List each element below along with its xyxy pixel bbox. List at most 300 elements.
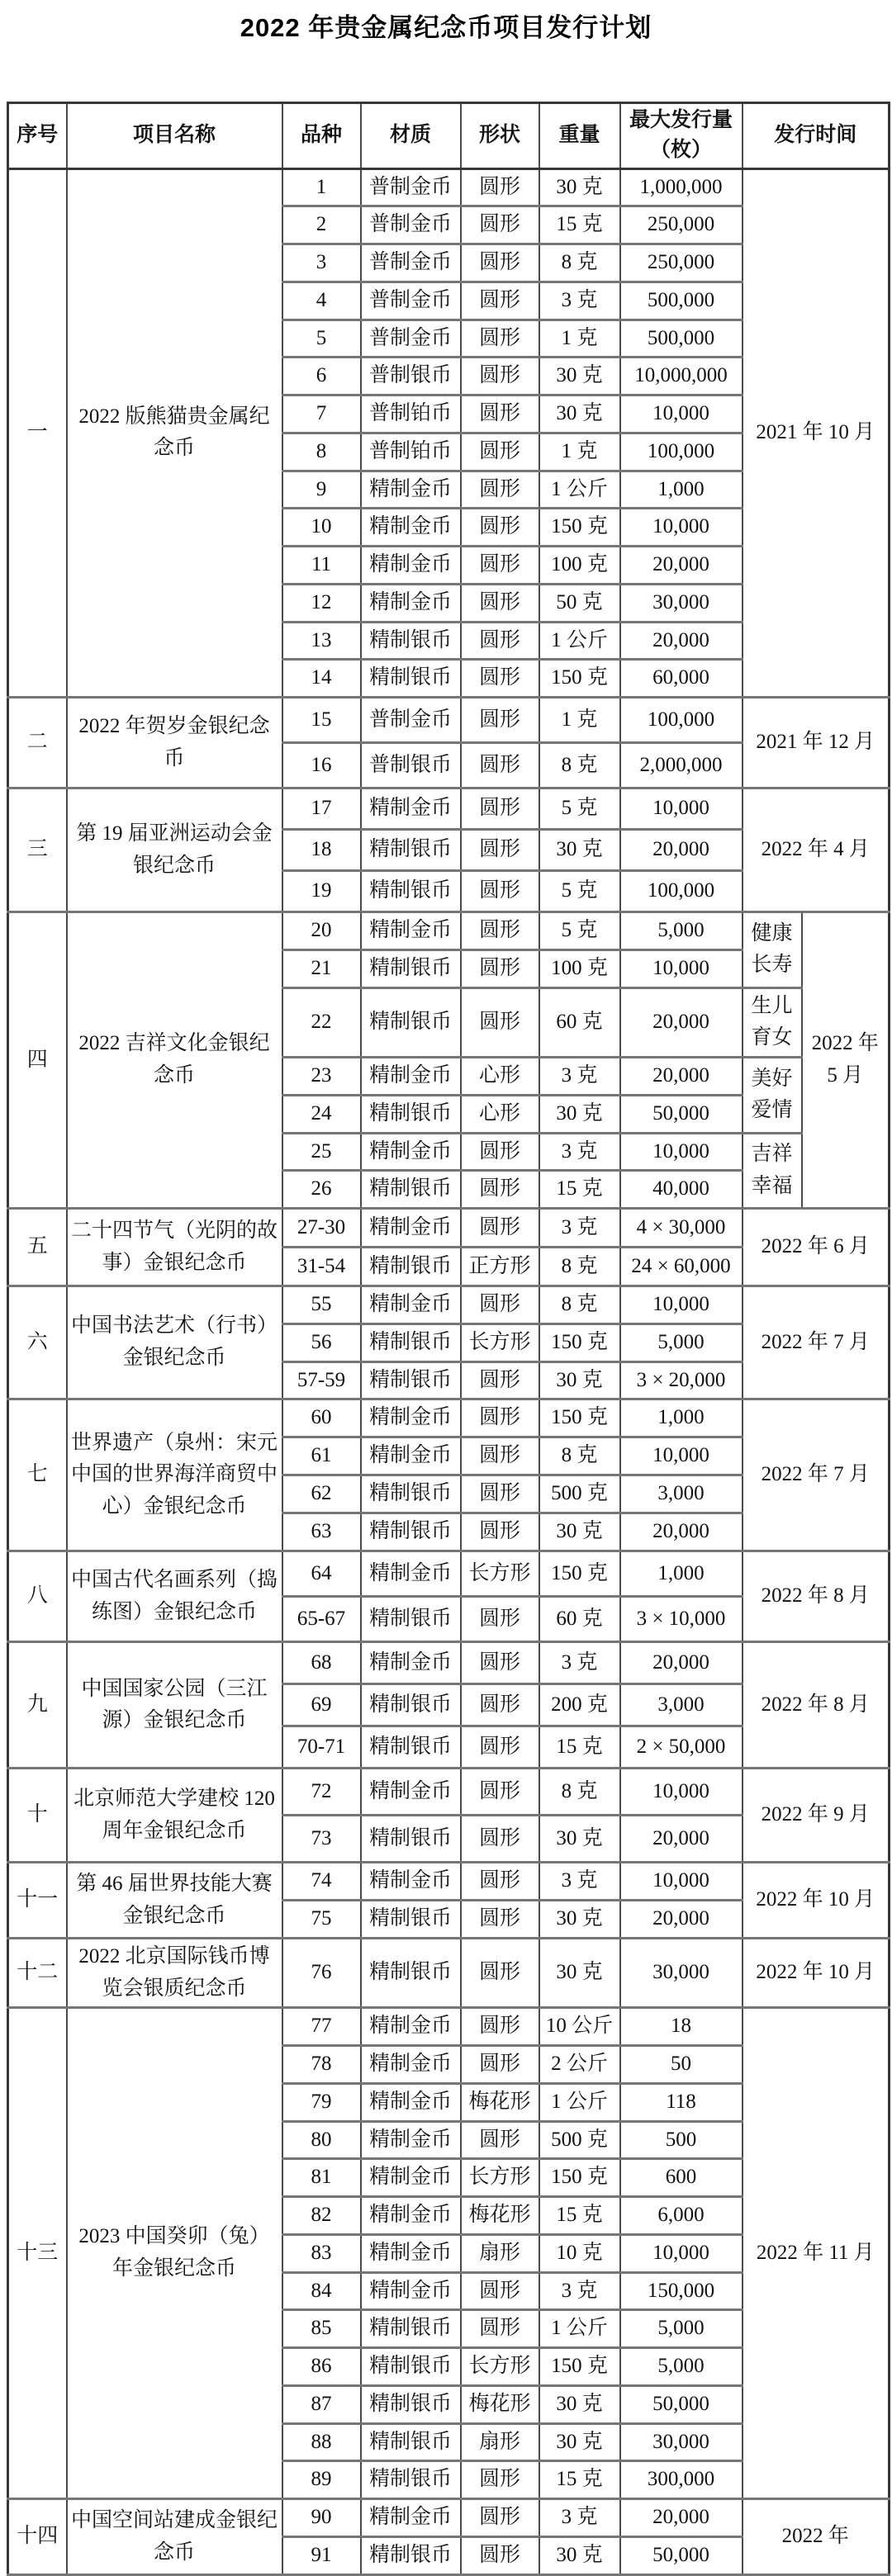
variety-cell: 76 [282,1938,361,2008]
variety-cell: 6 [282,358,361,395]
header-project-name: 项目名称 [67,103,282,169]
table-row [8,1286,890,1324]
weight-cell: 3 克 [539,1209,620,1248]
weight-cell: 30 克 [539,1513,620,1551]
shape-cell: 圆形 [461,2461,539,2499]
max-issuance-cell: 10,000 [620,1769,743,1816]
material-cell: 精制银币 [361,987,461,1058]
shape-cell: 长方形 [461,1324,539,1361]
weight-cell: 30 克 [539,168,620,206]
material-cell: 精制金币 [361,2008,461,2046]
material-cell: 精制银币 [361,1901,461,1939]
table-row [8,1769,890,1816]
header-variety: 品种 [282,103,361,169]
variety-cell: 10 [282,509,361,547]
weight-cell: 150 克 [539,1551,620,1597]
shape-cell: 长方形 [461,2159,539,2197]
shape-cell: 圆形 [461,1399,539,1437]
max-issuance-cell: 20,000 [620,830,743,871]
max-issuance-cell: 18 [620,2008,743,2046]
variety-cell: 72 [282,1769,361,1816]
max-issuance-cell: 300,000 [620,2461,743,2499]
max-issuance-cell: 1,000 [620,1551,743,1597]
material-cell: 精制银币 [361,949,461,987]
weight-cell: 30 克 [539,358,620,395]
table-row [8,2008,890,2046]
material-cell: 精制银币 [361,2537,461,2575]
material-cell: 精制金币 [361,584,461,622]
weight-cell: 15 克 [539,206,620,244]
max-issuance-cell: 3 × 10,000 [620,1597,743,1642]
variety-cell: 15 [282,698,361,743]
weight-cell: 8 克 [539,1769,620,1816]
material-cell: 精制银币 [361,1726,461,1769]
table-row [8,912,890,950]
max-issuance-cell: 30,000 [620,584,743,622]
max-issuance-cell: 10,000 [620,949,743,987]
material-cell: 普制金币 [361,244,461,282]
max-issuance-cell: 20,000 [620,1058,743,1096]
max-issuance-cell: 5,000 [620,2348,743,2386]
issue-time-cell: 2022 年 10 月 [743,1863,890,1939]
weight-cell: 3 克 [539,1863,620,1901]
max-issuance-cell: 30,000 [620,2423,743,2461]
variety-cell: 23 [282,1058,361,1096]
variety-cell: 81 [282,2159,361,2197]
material-cell: 精制银币 [361,2348,461,2386]
variety-cell: 65-67 [282,1597,361,1642]
weight-cell: 1 克 [539,433,620,471]
material-cell: 精制金币 [361,1642,461,1684]
shape-cell: 圆形 [461,1513,539,1551]
material-cell: 普制铂币 [361,433,461,471]
shape-cell: 扇形 [461,2423,539,2461]
issue-time-cell: 2021 年 12 月 [743,698,890,788]
weight-cell: 150 克 [539,2159,620,2197]
variety-cell: 89 [282,2461,361,2499]
max-issuance-cell: 600 [620,2159,743,2197]
max-issuance-cell: 20,000 [620,1642,743,1684]
material-cell: 精制金币 [361,1399,461,1437]
material-cell: 精制金币 [361,1133,461,1171]
max-issuance-cell: 500,000 [620,320,743,358]
max-issuance-cell: 3 × 20,000 [620,1361,743,1399]
variety-cell: 56 [282,1324,361,1361]
max-issuance-cell: 10,000 [620,1437,743,1475]
table-row [8,1938,890,2008]
material-cell: 精制银币 [361,1513,461,1551]
max-issuance-cell: 3,000 [620,1684,743,1726]
shape-cell: 圆形 [461,1863,539,1901]
shape-cell: 圆形 [461,509,539,547]
shape-cell: 圆形 [461,912,539,950]
material-cell: 普制金币 [361,206,461,244]
shape-cell: 圆形 [461,1133,539,1171]
shape-cell: 圆形 [461,282,539,320]
weight-cell: 1 公斤 [539,2310,620,2348]
shape-cell: 圆形 [461,1642,539,1684]
variety-cell: 22 [282,987,361,1058]
variety-cell: 74 [282,1863,361,1901]
max-issuance-cell: 500,000 [620,282,743,320]
variety-cell: 73 [282,1816,361,1863]
max-issuance-cell: 1,000 [620,1399,743,1437]
variety-cell: 3 [282,244,361,282]
variety-cell: 80 [282,2121,361,2159]
shape-cell: 心形 [461,1058,539,1096]
shape-cell: 圆形 [461,395,539,433]
issue-time-cell: 2022 年 8 月 [743,1551,890,1642]
material-cell: 精制金币 [361,1286,461,1324]
header-max-issuance-line2: （枚） [649,139,712,162]
issue-time-cell: 2022 年 5 月 [802,912,890,1209]
variety-cell: 8 [282,433,361,471]
variety-cell: 60 [282,1399,361,1437]
shape-cell: 圆形 [461,871,539,912]
max-issuance-cell: 1,000,000 [620,168,743,206]
issue-time-cell: 2022 年 4 月 [743,788,890,912]
variety-cell: 1 [282,168,361,206]
shape-cell: 圆形 [461,660,539,698]
shape-cell: 圆形 [461,949,539,987]
header-material: 材质 [361,103,461,169]
weight-cell: 1 克 [539,698,620,743]
shape-cell: 圆形 [461,2272,539,2310]
weight-cell: 10 公斤 [539,2008,620,2046]
shape-cell: 扇形 [461,2234,539,2272]
theme-cell: 美好爱情 [743,1058,802,1134]
material-cell: 精制银币 [361,2423,461,2461]
material-cell: 精制金币 [361,788,461,830]
section-number-cell: 三 [8,788,67,912]
material-cell: 精制金币 [361,2197,461,2235]
max-issuance-cell: 5,000 [620,912,743,950]
variety-cell: 70-71 [282,1726,361,1769]
issue-time-cell: 2022 年 11 月 [743,2008,890,2499]
shape-cell: 圆形 [461,1209,539,1248]
header-max-issuance-line1: 最大发行量 [629,109,733,131]
material-cell: 精制金币 [361,1863,461,1901]
material-cell: 普制金币 [361,320,461,358]
section-number-cell: 八 [8,1551,67,1642]
variety-cell: 77 [282,2008,361,2046]
max-issuance-cell: 5,000 [620,2310,743,2348]
material-cell: 精制银币 [361,830,461,871]
material-cell: 精制银币 [361,1816,461,1863]
max-issuance-cell: 20,000 [620,2499,743,2537]
issue-time-cell: 2022 年 [743,2499,890,2575]
material-cell: 精制金币 [361,2083,461,2121]
shape-cell: 圆形 [461,168,539,206]
section-number-cell: 十二 [8,1938,67,2008]
shape-cell: 圆形 [461,2008,539,2046]
shape-cell: 圆形 [461,2537,539,2575]
shape-cell: 圆形 [461,1901,539,1939]
table-row [8,1551,890,1597]
shape-cell: 梅花形 [461,2385,539,2423]
table-header-row [8,103,890,169]
project-name-cell: 2022 吉祥文化金银纪念币 [67,912,282,1209]
variety-cell: 20 [282,912,361,950]
table-row [8,168,890,206]
max-issuance-cell: 100,000 [620,871,743,912]
variety-cell: 61 [282,1437,361,1475]
shape-cell: 圆形 [461,433,539,471]
material-cell: 普制金币 [361,168,461,206]
header-weight: 重量 [539,103,620,169]
max-issuance-cell: 2 × 50,000 [620,1726,743,1769]
table-row [8,2499,890,2537]
variety-cell: 91 [282,2537,361,2575]
weight-cell: 30 克 [539,2423,620,2461]
material-cell: 精制金币 [361,1769,461,1816]
table-row [8,1209,890,1248]
weight-cell: 150 克 [539,2348,620,2386]
section-number-cell: 七 [8,1399,67,1551]
max-issuance-cell: 4 × 30,000 [620,1209,743,1248]
material-cell: 普制铂币 [361,395,461,433]
variety-cell: 55 [282,1286,361,1324]
weight-cell: 8 克 [539,1248,620,1286]
material-cell: 精制银币 [361,2310,461,2348]
header-issue-time: 发行时间 [743,103,890,169]
variety-cell: 26 [282,1171,361,1209]
weight-cell: 150 克 [539,660,620,698]
issue-time-cell: 2022 年 7 月 [743,1286,890,1399]
max-issuance-cell: 10,000 [620,1286,743,1324]
theme-cell: 生儿育女 [743,987,802,1058]
header-no: 序号 [8,103,67,169]
variety-cell: 12 [282,584,361,622]
weight-cell: 500 克 [539,2121,620,2159]
variety-cell: 63 [282,1513,361,1551]
project-name-cell: 中国古代名画系列（捣练图）金银纪念币 [67,1551,282,1642]
weight-cell: 15 克 [539,1171,620,1209]
material-cell: 精制金币 [361,471,461,509]
variety-cell: 85 [282,2310,361,2348]
weight-cell: 30 克 [539,1095,620,1133]
variety-cell: 84 [282,2272,361,2310]
material-cell: 精制金币 [361,2159,461,2197]
project-name-cell: 2023 中国癸卯（兔）年金银纪念币 [67,2008,282,2499]
theme-cell: 吉祥幸福 [743,1133,802,1209]
max-issuance-cell: 118 [620,2083,743,2121]
material-cell: 精制金币 [361,2272,461,2310]
page-title: 2022 年贵金属纪念币项目发行计划 [240,13,652,42]
shape-cell: 圆形 [461,1816,539,1863]
table-row [8,698,890,743]
variety-cell: 57-59 [282,1361,361,1399]
material-cell: 精制金币 [361,2121,461,2159]
material-cell: 精制金币 [361,509,461,547]
material-cell: 精制金币 [361,1551,461,1597]
variety-cell: 9 [282,471,361,509]
shape-cell: 正方形 [461,1248,539,1286]
header-shape: 形状 [461,103,539,169]
variety-cell: 4 [282,282,361,320]
material-cell: 普制金币 [361,282,461,320]
material-cell: 精制金币 [361,2499,461,2537]
shape-cell: 圆形 [461,698,539,743]
weight-cell: 50 克 [539,584,620,622]
variety-cell: 31-54 [282,1248,361,1286]
material-cell: 精制银币 [361,622,461,660]
weight-cell: 30 克 [539,1938,620,2008]
max-issuance-cell: 20,000 [620,1901,743,1939]
material-cell: 精制银币 [361,1095,461,1133]
shape-cell: 圆形 [461,987,539,1058]
material-cell: 精制金币 [361,2046,461,2084]
weight-cell: 15 克 [539,1726,620,1769]
max-issuance-cell: 20,000 [620,622,743,660]
material-cell: 精制金币 [361,1058,461,1096]
max-issuance-cell: 50,000 [620,2537,743,2575]
issue-time-cell: 2021 年 10 月 [743,168,890,698]
shape-cell: 圆形 [461,1938,539,2008]
section-number-cell: 十四 [8,2499,67,2575]
coin-issuance-table [7,102,890,2576]
shape-cell: 长方形 [461,2348,539,2386]
weight-cell: 1 公斤 [539,2083,620,2121]
weight-cell: 500 克 [539,1475,620,1513]
material-cell: 精制银币 [361,1324,461,1361]
section-number-cell: 一 [8,168,67,698]
weight-cell: 3 克 [539,282,620,320]
shape-cell: 圆形 [461,1171,539,1209]
variety-cell: 90 [282,2499,361,2537]
max-issuance-cell: 20,000 [620,1513,743,1551]
variety-cell: 7 [282,395,361,433]
material-cell: 精制银币 [361,1171,461,1209]
max-issuance-cell: 10,000 [620,1863,743,1901]
weight-cell: 150 克 [539,1399,620,1437]
weight-cell: 1 克 [539,320,620,358]
shape-cell: 圆形 [461,547,539,585]
variety-cell: 25 [282,1133,361,1171]
weight-cell: 3 克 [539,1058,620,1096]
max-issuance-cell: 10,000 [620,395,743,433]
max-issuance-cell: 6,000 [620,2197,743,2235]
variety-cell: 62 [282,1475,361,1513]
variety-cell: 17 [282,788,361,830]
variety-cell: 5 [282,320,361,358]
section-number-cell: 九 [8,1642,67,1769]
variety-cell: 86 [282,2348,361,2386]
material-cell: 普制金币 [361,698,461,743]
shape-cell: 心形 [461,1095,539,1133]
shape-cell: 圆形 [461,1361,539,1399]
project-name-cell: 中国国家公园（三江源）金银纪念币 [67,1642,282,1769]
shape-cell: 圆形 [461,358,539,395]
variety-cell: 18 [282,830,361,871]
weight-cell: 100 克 [539,949,620,987]
shape-cell: 圆形 [461,1437,539,1475]
weight-cell: 100 克 [539,547,620,585]
weight-cell: 3 克 [539,2272,620,2310]
variety-cell: 75 [282,1901,361,1939]
shape-cell: 圆形 [461,622,539,660]
section-number-cell: 十 [8,1769,67,1863]
variety-cell: 87 [282,2385,361,2423]
weight-cell: 1 公斤 [539,622,620,660]
max-issuance-cell: 50 [620,2046,743,2084]
max-issuance-cell: 30,000 [620,1938,743,2008]
header-max-issuance [620,103,743,169]
section-number-cell: 十三 [8,2008,67,2499]
variety-cell: 83 [282,2234,361,2272]
shape-cell: 圆形 [461,1769,539,1816]
shape-cell: 圆形 [461,206,539,244]
max-issuance-cell: 10,000,000 [620,358,743,395]
material-cell: 精制银币 [361,2385,461,2423]
material-cell: 精制银币 [361,1248,461,1286]
max-issuance-cell: 40,000 [620,1171,743,1209]
issue-time-cell: 2022 年 10 月 [743,1938,890,2008]
weight-cell: 30 克 [539,1361,620,1399]
material-cell: 精制金币 [361,2234,461,2272]
max-issuance-cell: 10,000 [620,509,743,547]
max-issuance-cell: 3,000 [620,1475,743,1513]
table-row [8,788,890,830]
material-cell: 精制银币 [361,871,461,912]
document-page [0,7,892,2576]
material-cell: 精制银币 [361,1475,461,1513]
weight-cell: 3 克 [539,1133,620,1171]
max-issuance-cell: 250,000 [620,206,743,244]
weight-cell: 150 克 [539,1324,620,1361]
weight-cell: 15 克 [539,2461,620,2499]
weight-cell: 8 克 [539,743,620,788]
issue-time-cell: 2022 年 6 月 [743,1209,890,1286]
material-cell: 精制银币 [361,1684,461,1726]
weight-cell: 30 克 [539,2385,620,2423]
variety-cell: 13 [282,622,361,660]
max-issuance-cell: 150,000 [620,2272,743,2310]
theme-cell: 健康长寿 [743,912,802,988]
project-name-cell: 二十四节气（光阴的故事）金银纪念币 [67,1209,282,1286]
shape-cell: 圆形 [461,743,539,788]
max-issuance-cell: 2,000,000 [620,743,743,788]
variety-cell: 79 [282,2083,361,2121]
section-number-cell: 四 [8,912,67,1209]
shape-cell: 圆形 [461,1726,539,1769]
material-cell: 精制银币 [361,2461,461,2499]
weight-cell: 30 克 [539,395,620,433]
weight-cell: 60 克 [539,1597,620,1642]
project-name-cell: 2022 版熊猫贵金属纪念币 [67,168,282,698]
weight-cell: 5 克 [539,871,620,912]
project-name-cell: 2022 年贺岁金银纪念币 [67,698,282,788]
shape-cell: 圆形 [461,2310,539,2348]
material-cell: 精制金币 [361,1437,461,1475]
variety-cell: 2 [282,206,361,244]
max-issuance-cell: 50,000 [620,1095,743,1133]
section-number-cell: 十一 [8,1863,67,1939]
issue-time-cell: 2022 年 7 月 [743,1399,890,1551]
material-cell: 精制银币 [361,1361,461,1399]
max-issuance-cell: 20,000 [620,1816,743,1863]
weight-cell: 60 克 [539,987,620,1058]
variety-cell: 78 [282,2046,361,2084]
material-cell: 精制银币 [361,1597,461,1642]
material-cell: 普制银币 [361,743,461,788]
variety-cell: 27-30 [282,1209,361,1248]
max-issuance-cell: 60,000 [620,660,743,698]
weight-cell: 1 公斤 [539,471,620,509]
variety-cell: 24 [282,1095,361,1133]
shape-cell: 圆形 [461,830,539,871]
variety-cell: 19 [282,871,361,912]
